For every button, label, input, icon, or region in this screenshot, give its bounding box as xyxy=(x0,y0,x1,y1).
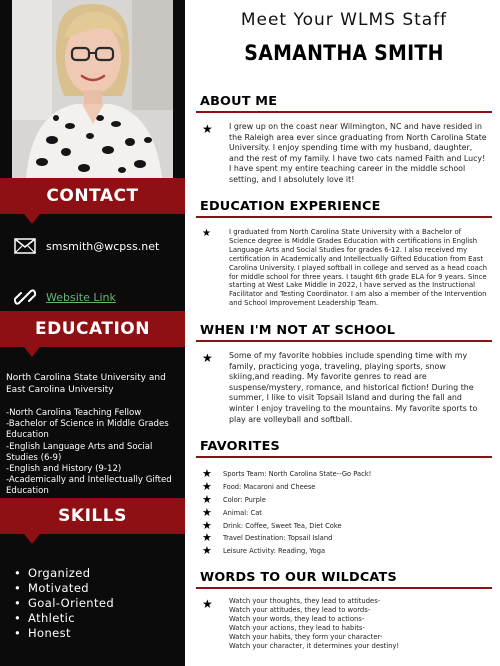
link-chain-icon xyxy=(14,288,36,306)
star-icon: ★ xyxy=(202,531,212,545)
skill-item: • Honest xyxy=(14,626,114,641)
words-line: Watch your attitudes, they lead to words- xyxy=(229,606,371,614)
skills-banner xyxy=(0,498,185,534)
education-experience-section xyxy=(196,199,492,308)
words-section xyxy=(196,570,492,651)
words-line: Watch your habits, they form your character- xyxy=(229,633,383,641)
contact-title: CONTACT xyxy=(46,186,139,206)
portrait-illustration xyxy=(12,0,173,178)
favorite-item: ★ Animal: Cat xyxy=(202,505,262,519)
star-icon: ★ xyxy=(202,228,211,239)
page-title: Meet Your WLMS Staff xyxy=(240,10,448,30)
favorite-item: ★ Sports Team: North Carolina State--Go Pack! xyxy=(202,467,372,480)
words-line: Watch your thoughts, they lead to attitudes- xyxy=(229,597,381,605)
favorite-item: ★ Food: Macaroni and Cheese xyxy=(202,479,316,493)
about-text: I grew up on the coast near Wilmington, NC and have resided in the Raleigh area ever since graduating from North Carolina State University. I enjoy spending time with my husband, daughter, and the rest of my family. I have two cats named Faith and Lucy! I have spent my entire teaching career in the middle school setting, and I absolutely love it! xyxy=(229,122,487,184)
contact-banner xyxy=(0,178,185,214)
star-icon: ★ xyxy=(202,544,212,558)
education-schools: North Carolina State University and East Carolina University xyxy=(6,373,166,395)
star-icon: ★ xyxy=(202,505,212,519)
staff-name: SAMANTHA SMITH xyxy=(244,41,444,65)
favorite-item: ★ Leisure Activity: Reading, Yoga xyxy=(202,544,326,558)
favorites-heading: FAVORITES xyxy=(200,439,280,454)
favorites-section xyxy=(196,439,492,558)
words-line: Watch your actions, they lead to habits- xyxy=(229,624,365,632)
education-banner xyxy=(0,311,185,347)
star-icon: ★ xyxy=(202,122,213,136)
star-icon: ★ xyxy=(202,518,212,532)
words-line: Watch your character, it determines your destiny! xyxy=(229,642,400,650)
education-title: EDUCATION xyxy=(35,319,150,339)
favorite-item: ★ Drink: Coffee, Sweet Tea, Diet Coke xyxy=(202,518,342,532)
not-at-school-text: Some of my favorite hobbies include spending time with my family, practicing yoga, traveling, playing sports, snow skiing,and reading. My favorite genres to read are suspense/mystery, romance, and historical fiction! During the summer, I like to visit Topsail Island and during the fall and winter I enjoy traveling to the mountains. My favorite sports to play are volleyball and softball. xyxy=(229,351,478,424)
star-icon: ★ xyxy=(202,467,212,480)
envelope-icon xyxy=(14,238,36,254)
education-item: -Academically and Intellectually Gifted Education xyxy=(6,475,172,497)
education-experience-heading: EDUCATION EXPERIENCE xyxy=(200,199,381,214)
favorites-list xyxy=(196,468,492,558)
words-line: Watch your words, they lead to actions- xyxy=(229,615,365,623)
favorite-item: ★ Color: Purple xyxy=(202,492,266,506)
star-icon: ★ xyxy=(202,479,212,493)
not-at-school-section xyxy=(196,323,492,425)
sidebar xyxy=(0,0,185,666)
star-icon: ★ xyxy=(202,351,213,365)
favorite-item: ★ Travel Destination: Topsail Island xyxy=(202,531,333,545)
about-heading: ABOUT ME xyxy=(200,94,278,109)
star-icon: ★ xyxy=(202,597,213,611)
education-item: -North Carolina Teaching Fellow xyxy=(6,408,142,418)
website-row[interactable] xyxy=(14,288,116,306)
skills-title: SKILLS xyxy=(58,506,127,526)
skill-item: • Motivated xyxy=(14,581,114,596)
skill-item: • Goal-Oriented xyxy=(14,596,114,611)
education-item: -Bachelor of Science in Middle Grades Education xyxy=(6,419,169,441)
skills-list xyxy=(14,566,114,641)
about-section xyxy=(196,94,492,186)
profile-photo xyxy=(12,0,173,178)
education-item: -English Language Arts and Social Studies (6-9) xyxy=(6,441,153,463)
education-experience-text: I graduated from North Carolina State University with a Bachelor of Science degree is Middle Grades Education with certifications in English Language Arts and Social Studies for grades 6-12. I also received my certification in Academically and Intellectually Gifted Education from East Carolina University. I played softball in college and served as a head coach for middle school for three years. I taught 6th grade ELA for 9 years. Since starting at West Lake Middle in 2022, I have served as the Instructional Facilitator and Testing Coordinator. I am also a member of the Intervention and School Improvement Leadership Team. xyxy=(229,228,487,308)
website-link[interactable]: Website Link xyxy=(46,290,116,304)
main-content xyxy=(196,0,492,666)
skill-item: • Organized xyxy=(14,566,114,581)
education-list xyxy=(6,408,180,497)
email-row[interactable] xyxy=(14,238,159,254)
skill-item: • Athletic xyxy=(14,611,114,626)
email-text: smsmith@wcpss.net xyxy=(46,239,160,253)
words-list xyxy=(229,597,488,651)
star-icon: ★ xyxy=(202,492,212,506)
not-at-school-heading: WHEN I'M NOT AT SCHOOL xyxy=(200,323,396,338)
words-heading: WORDS TO OUR WILDCATS xyxy=(200,570,397,585)
education-item: -English and History (9-12) xyxy=(6,463,122,474)
